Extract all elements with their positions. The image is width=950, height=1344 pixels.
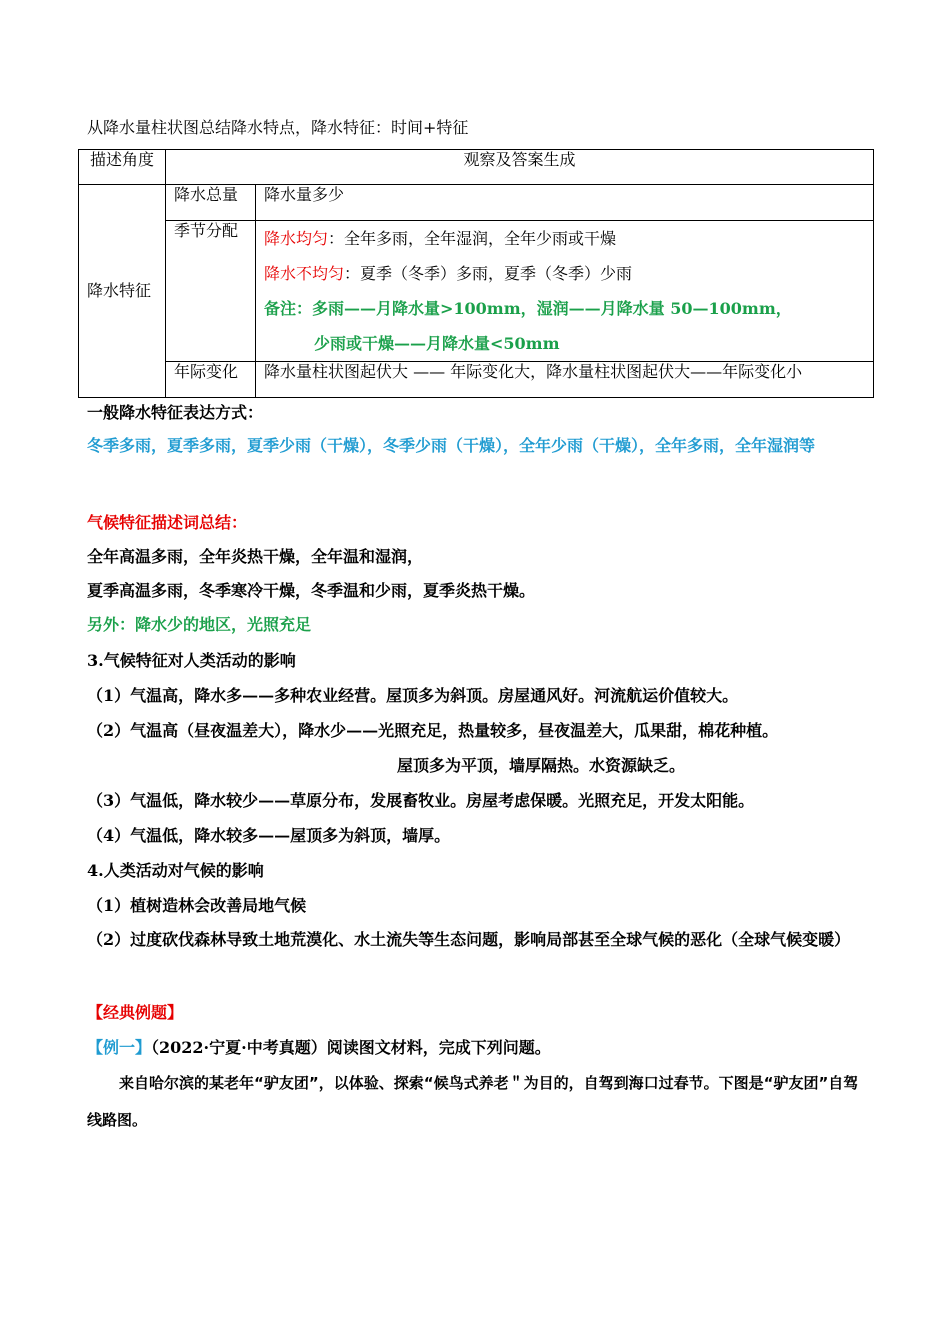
note-line-1: 备注：多雨——月降水量>100mm，湿润——月降水量 50—100mm， [264,299,792,318]
header-observation: 观察及答案生成 [166,150,874,185]
section3-item: （2）气温高（昼夜温差大），降水少——光照充足，热量较多，昼夜温差大，瓜果甜，棉花种植。 [87,721,779,740]
section4-item-1: （1）植树造林会改善局地气候 [87,896,307,915]
climate-line-2: 夏季高温多雨，冬季寒冷干燥，冬季温和少雨，夏季炎热干燥。 [87,581,536,600]
table-header-row [79,150,874,185]
climate-line-1: 全年高温多雨，全年炎热干燥，全年温和湿润， [87,547,424,566]
precipitation-table [78,149,874,398]
group-label: 降水特征 [79,185,166,398]
section3-item: （3）气温低，降水较少——草原分布，发展畜牧业。房屋考虑保暖。光照充足，开发太阳能。 [87,791,755,810]
row-label-total: 降水总量 [166,185,256,221]
section3-title: 3.气候特征对人类活动的影响 [87,651,296,670]
uneven-label: 降水不均匀 [264,264,345,283]
intro-text: 从降水量柱状图总结降水特点，降水特征：时间+特征 [87,118,469,137]
row-text-season [256,221,874,362]
classic-title: 【经典例题】 [87,1003,184,1022]
climate-title: 气候特征描述词总结： [87,513,248,532]
example-source: （2022·宁夏·中考真题） [151,1038,327,1057]
section3-item: （1）气温高，降水多——多种农业经营。屋顶多为斜顶。房屋通风好。河流航运价值较大。 [87,686,739,705]
section4-item-2: （2）过度砍伐森林导致土地荒漠化、水土流失等生态问题，影响局部甚至全球气候的恶化（全球气候变暖） [87,930,851,949]
even-label: 降水均匀 [264,229,329,248]
example-prompt: 阅读图文材料，完成下列问题。 [326,1038,551,1057]
table-row [79,221,874,362]
example-tag: 【例一】 [87,1038,152,1057]
general-text: 冬季多雨，夏季多雨，夏季少雨（干燥），冬季少雨（干燥），全年少雨（干燥），全年多雨，全年湿润等 [87,436,816,455]
example-header [87,1038,551,1058]
section3-item: 屋顶多为平顶，墙厚隔热。水资源缺乏。 [397,756,686,775]
section4-title: 4.人类活动对气候的影响 [87,861,264,880]
extra-note: 另外：降水少的地区，光照充足 [87,615,312,634]
example-passage: 来自哈尔滨的某老年“驴友团”，以体验、探索“候鸟式养老＂为目的，自驾到海口过春节。下图是“驴友团”自驾线路图。 [87,1074,859,1129]
row-label-season: 季节分配 [166,221,256,362]
uneven-text: ：夏季（冬季）多雨，夏季（冬季）少雨 [344,264,633,283]
season-line-uneven [264,256,865,291]
season-line-even [264,221,865,256]
row-label-annual: 年际变化 [166,362,256,398]
general-title: 一般降水特征表达方式： [87,403,264,422]
even-text: ：全年多雨，全年湿润，全年少雨或干燥 [328,229,617,248]
section3-item: （4）气温低，降水较多——屋顶多为斜顶，墙厚。 [87,826,451,845]
table-row [79,185,874,221]
row-text-total: 降水量多少 [256,185,874,221]
header-angle: 描述角度 [79,150,166,185]
row-text-annual: 降水量柱状图起伏大 —— 年际变化大，降水量柱状图起伏大——年际变化小 [256,362,874,398]
table-row [79,362,874,398]
note-line-2: 少雨或干燥——月降水量<50mm [314,334,560,353]
